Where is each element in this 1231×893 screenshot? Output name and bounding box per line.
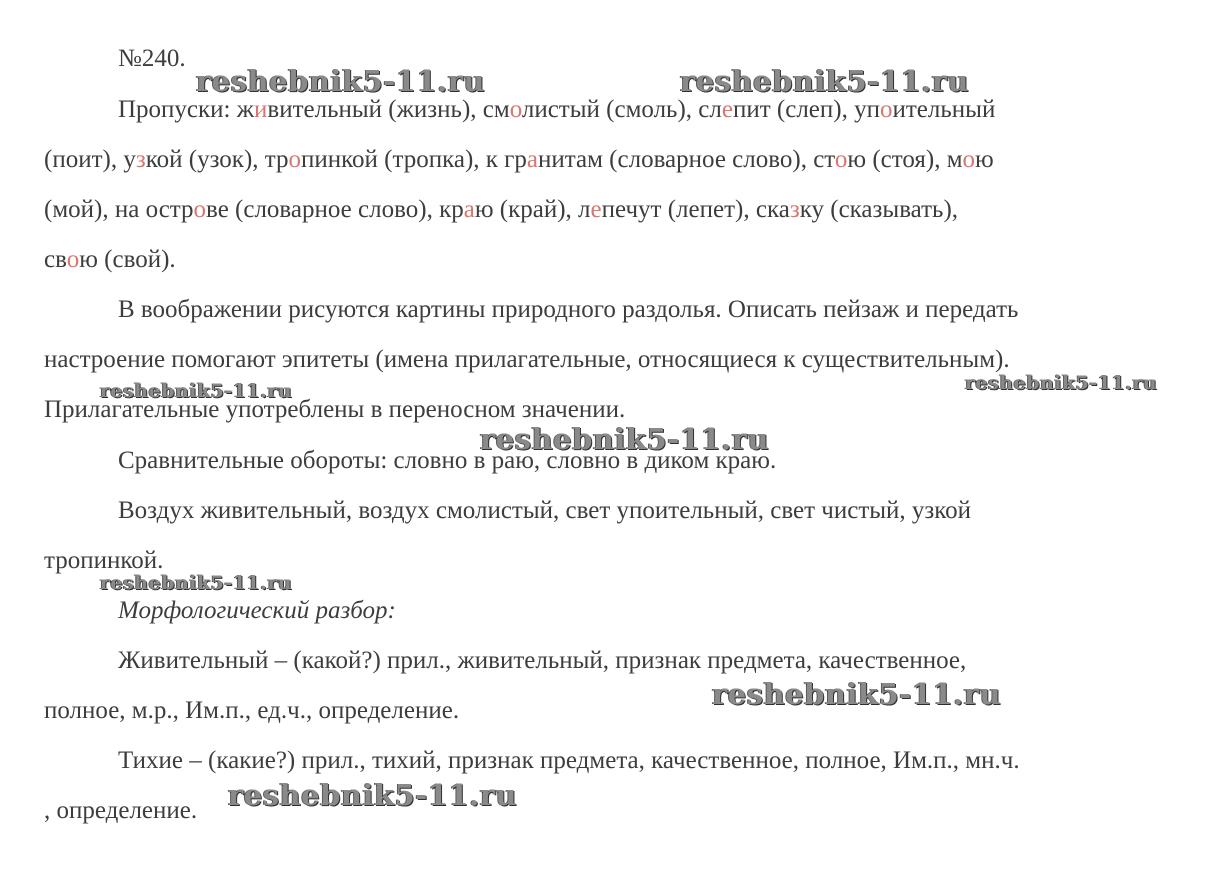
highlighted-letter: о (962, 146, 976, 173)
highlighted-letter: и (254, 96, 268, 123)
phrases-line-2: тропинкой. (44, 547, 164, 574)
watermark: reshebnik5-11.ru (712, 677, 1002, 711)
watermark: reshebnik5-11.ru (196, 64, 486, 98)
highlighted-letter: о (509, 96, 522, 123)
epithets-line-2: настроение помогают эпитеты (имена прилагательные, относящиеся к существительным). (44, 346, 1010, 373)
highlighted-letter: з (135, 146, 146, 173)
watermark: reshebnik5-11.ru (965, 372, 1158, 394)
morphology-heading: Морфологический разбор: (118, 597, 396, 624)
highlighted-letter: е (590, 196, 602, 223)
morphology-2-line-1: Тихие – (какие?) прил., тихий, признак предмета, качественное, полное, Им.п., мн.ч. (118, 747, 1020, 774)
highlighted-letter: е (721, 96, 733, 123)
watermark: reshebnik5-11.ru (228, 778, 518, 812)
watermark: reshebnik5-11.ru (480, 422, 770, 456)
highlighted-letter: о (66, 246, 80, 273)
task-number: №240. (118, 45, 186, 72)
highlighted-letter: а (463, 196, 475, 223)
highlighted-letter: а (526, 146, 539, 173)
watermark: reshebnik5-11.ru (100, 572, 293, 594)
watermark: reshebnik5-11.ru (100, 380, 293, 402)
gaps-line-2: (поит), узкой (узок), тропинкой (тропка), к гранитам (словарное слово), стою (стоя), мою (44, 146, 994, 173)
watermark: reshebnik5-11.ru (680, 64, 970, 98)
gaps-line-3: (мой), на острове (словарное слово), краю (край), лепечут (лепет), сказку (сказывать), (44, 196, 959, 223)
gaps-line-4: свою (свой). (44, 246, 176, 273)
highlighted-letter: о (288, 146, 301, 173)
highlighted-letter: о (879, 96, 893, 123)
gaps-line-1: Пропуски: живительный (жизнь), смолистый (смоль), слепит (слеп), упоительный (118, 96, 996, 123)
highlighted-letter: з (789, 196, 800, 223)
phrases-line-1: Воздух живительный, воздух смолистый, свет упоительный, свет чистый, узкой (118, 497, 972, 524)
epithets-line-3: Прилагательные употреблены в переносном значении. (44, 396, 626, 423)
highlighted-letter: о (193, 196, 207, 223)
morphology-2-line-2: , определение. (44, 797, 198, 824)
comparisons-line: Сравнительные обороты: словно в раю, словно в диком краю. (118, 447, 777, 474)
epithets-line-1: В воображении рисуются картины природного раздолья. Описать пейзаж и передать (118, 296, 1019, 323)
morphology-1-line-1: Живительный – (какой?) прил., живительный, признак предмета, качественное, (118, 647, 967, 674)
highlighted-letter: о (834, 146, 848, 173)
morphology-1-line-2: полное, м.р., Им.п., ед.ч., определение. (44, 697, 460, 724)
